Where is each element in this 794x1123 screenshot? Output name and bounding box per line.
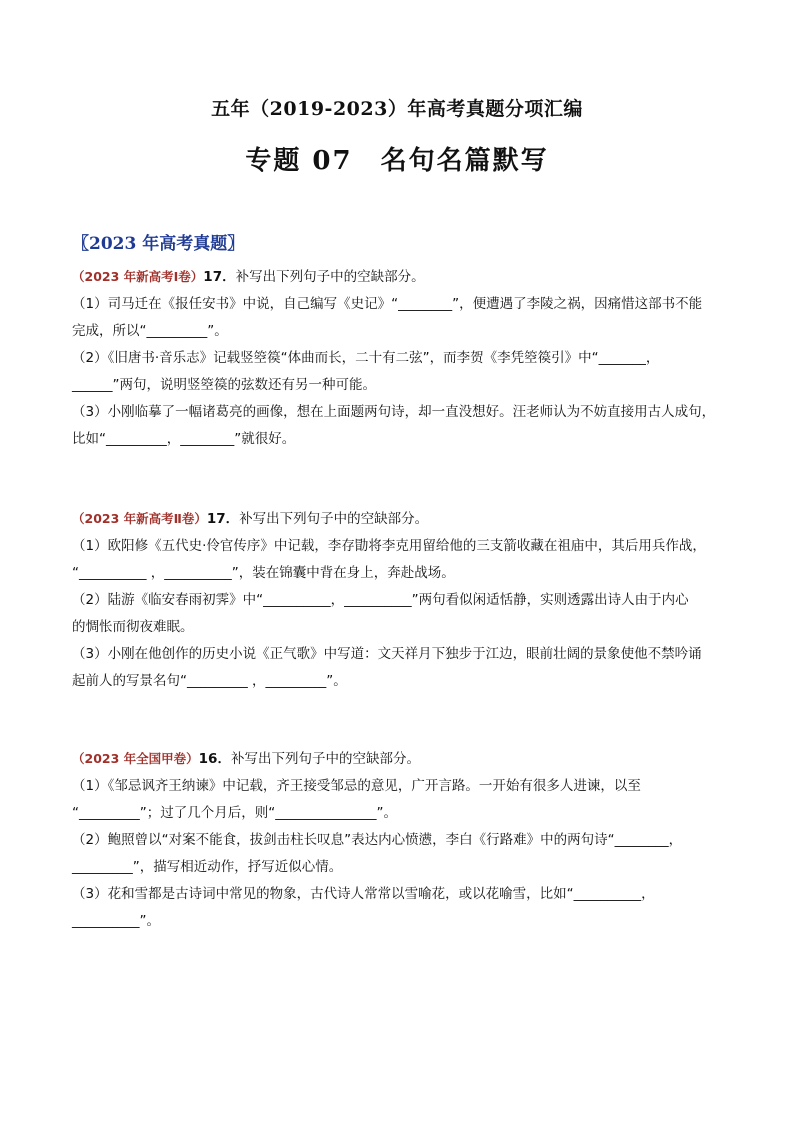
question-line: （2）《旧唐书·音乐志》记载竖箜篌“体曲而长，二十有二弦”，而李贺《李凭箜篌引》中“_______， — [72, 350, 660, 366]
question-line: “__________ ，__________”，装在锦囊中背在身上，奔赴战场。 — [72, 565, 455, 581]
question-line: _________”，描写相近动作，抒写近似心情。 — [72, 859, 343, 875]
question-line: ______”两句，说明竖箜篌的弦数还有另一种可能。 — [72, 377, 376, 393]
question-line: 的惆怅而彻夜难眠。 — [72, 619, 194, 635]
question-line — [72, 745, 734, 773]
section-heading: 〖2023 年高考真题〗 — [72, 234, 245, 254]
question-line — [72, 505, 734, 533]
question-source: （2023 年全国甲卷） — [72, 751, 199, 766]
question-line: 比如“_________，________”就很好。 — [72, 431, 296, 447]
question-line: （2）陆游《临安春雨初霁》中“__________，__________”两句看似闲适恬静，实则透露出诗人由于内心 — [72, 592, 689, 608]
question-prompt: 补写出下列句子中的空缺部分。 — [230, 751, 420, 767]
question-line: （1）欧阳修《五代史·伶官传序》中记载，李存勖将李克用留给他的三支箭收藏在祖庙中，其后用兵作战， — [72, 538, 706, 554]
question-block-1 — [72, 263, 734, 453]
document-title: 五年（2019-2023）年高考真题分项汇编 — [211, 98, 583, 120]
question-number: 17． — [203, 269, 236, 285]
question-number: 17． — [206, 511, 240, 527]
question-block-2 — [72, 505, 734, 695]
question-line: 起前人的写景名句“_________ ，_________”。 — [72, 673, 347, 689]
question-line: “_________”；过了几个月后，则“_______________”。 — [72, 805, 397, 821]
question-line: （1）《邹忌讽齐王纳谏》中记载，齐王接受邹忌的意见，广开言路。一开始有很多人进谏，以至 — [72, 778, 641, 794]
question-prompt: 补写出下列句子中的空缺部分。 — [235, 269, 425, 285]
question-source: （2023 年新高考Ⅰ卷） — [72, 269, 204, 284]
question-line: （2）鲍照曾以“对案不能食，拔剑击柱长叹息”表达内心愤懑，李白《行路难》中的两句诗“________， — [72, 832, 683, 848]
question-prompt: 补写出下列句子中的空缺部分。 — [239, 511, 429, 527]
question-line: （1）司马迁在《报任安书》中说，自己编写《史记》“________”，便遭遇了李陵之祸，因痛惜这部书不能 — [72, 296, 703, 312]
question-line: （3）小刚临摹了一幅诸葛亮的画像，想在上面题两句诗，却一直没想好。汪老师认为不妨直接用古人成句， — [72, 404, 716, 420]
question-line: （3）小刚在他创作的历史小说《正气歌》中写道：文天祥月下独步于江边，眼前壮阔的景象使他不禁吟诵 — [72, 646, 702, 662]
question-line: __________”。 — [72, 913, 160, 929]
question-number: 16． — [198, 751, 231, 767]
question-source: （2023 年新高考Ⅱ卷） — [72, 511, 207, 526]
question-block-3 — [72, 745, 734, 935]
question-line: （3）花和雪都是古诗词中常见的物象，古代诗人常常以雪喻花，或以花喻雪，比如“__________， — [72, 886, 655, 902]
question-line: 完成，所以“_________”。 — [72, 323, 228, 339]
question-line — [72, 263, 734, 291]
document-subtitle: 专题 07 名句名篇默写 — [245, 146, 549, 176]
